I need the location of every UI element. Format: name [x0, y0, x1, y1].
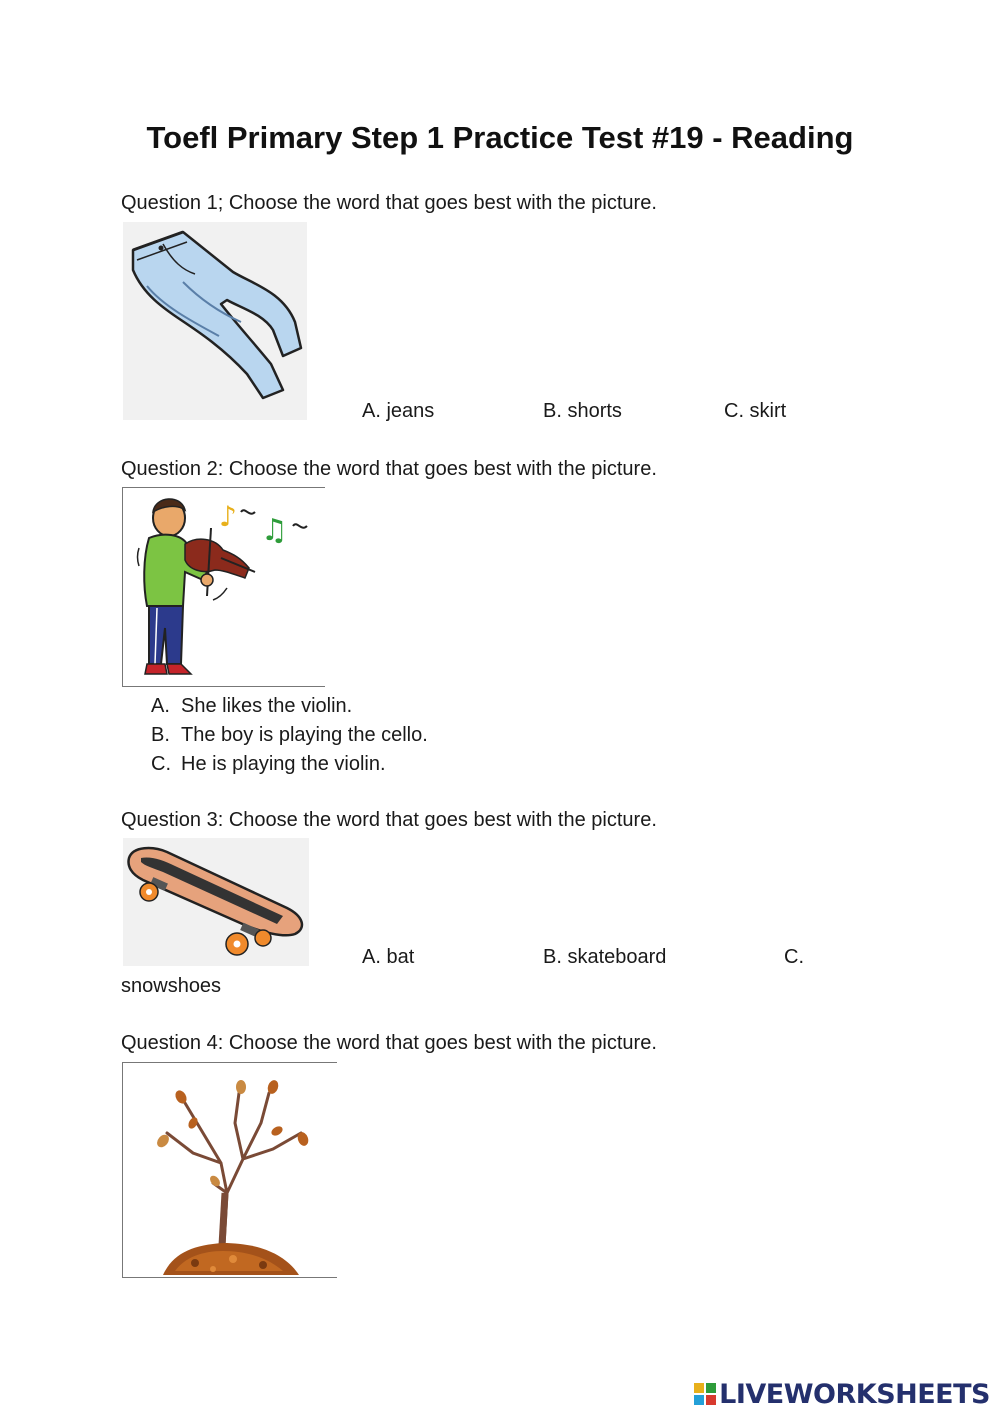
tree-picture	[122, 1062, 337, 1278]
q2-option-b-text: The boy is playing the cello.	[181, 724, 428, 746]
question-1-prompt: Question 1; Choose the word that goes best with the picture.	[121, 192, 657, 214]
q1-option-b[interactable]: B. shorts	[543, 400, 622, 422]
q1-option-c[interactable]: C. skirt	[724, 400, 787, 422]
music-note-icon: ♪	[219, 500, 237, 533]
jeans-illustration	[123, 222, 307, 420]
violin-picture	[122, 487, 325, 687]
liveworksheets-logo	[694, 1376, 990, 1412]
page-title: Toefl Primary Step 1 Practice Test #19 - Reading	[146, 120, 854, 155]
q2-option-b[interactable]	[151, 721, 651, 750]
q2-option-c-letter: C.	[151, 753, 171, 775]
skateboard-illustration	[123, 838, 309, 966]
q3-option-a[interactable]: A. bat	[362, 946, 415, 968]
q3-option-c-text[interactable]: snowshoes	[121, 975, 222, 997]
question-4-prompt: Question 4: Choose the word that goes best with the picture.	[121, 1032, 657, 1054]
question-2-prompt: Question 2: Choose the word that goes best with the picture.	[121, 458, 657, 480]
q2-option-a[interactable]	[151, 692, 651, 721]
q2-option-a-letter: A.	[151, 695, 170, 717]
autumn-tree-illustration	[123, 1063, 337, 1277]
q2-option-b-letter: B.	[151, 724, 170, 746]
skateboard-picture	[123, 838, 309, 966]
q1-option-a[interactable]: A. jeans	[362, 400, 435, 422]
jeans-picture	[123, 222, 307, 420]
q2-option-a-text: She likes the violin.	[181, 695, 353, 717]
question-3-prompt: Question 3: Choose the word that goes best with the picture.	[121, 809, 657, 831]
music-notes-icon: ♫	[261, 513, 288, 548]
boy-violin-illustration	[123, 488, 325, 686]
q2-option-c-text: He is playing the violin.	[181, 753, 386, 775]
logo-text: LIVEWORKSHEETS	[719, 1378, 990, 1410]
q2-option-c[interactable]	[151, 750, 651, 779]
q2-answer-list	[151, 692, 651, 779]
logo-mark-icon	[694, 1383, 716, 1405]
q3-option-b[interactable]: B. skateboard	[543, 946, 667, 968]
q3-option-c[interactable]: C.	[784, 946, 804, 968]
